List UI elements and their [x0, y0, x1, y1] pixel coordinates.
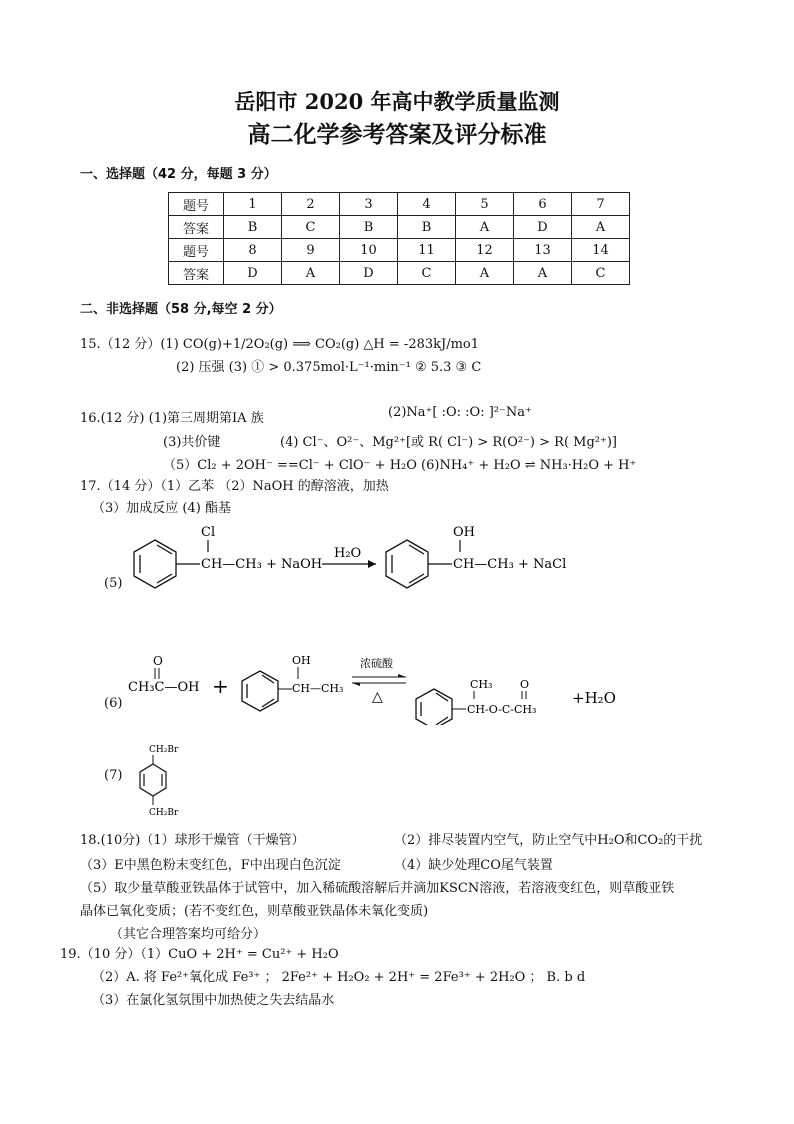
table-cell: 6: [514, 193, 572, 216]
q17-label7: (7): [104, 768, 123, 783]
table-row: [169, 216, 630, 239]
page-title: 岳阳市 2020 年高中教学质量监测: [234, 89, 560, 114]
q18-line1b: （2）排尽装置内空气，防止空气中H₂O和CO₂的干扰: [394, 833, 703, 848]
answer-table: [168, 192, 630, 285]
q15-line2: (2) 压强 (3) ① > 0.375mol·L⁻¹·min⁻¹ ② 5.3 ③ C: [176, 360, 482, 375]
table-cell: 8: [224, 239, 282, 262]
table-cell: A: [282, 262, 340, 285]
eq7-bottom: CH₂Br: [149, 808, 179, 818]
section1-heading: 一、选择题（42 分，每题 3 分）: [80, 167, 277, 182]
table-cell: 9: [282, 239, 340, 262]
table-cell: A: [456, 216, 514, 239]
table-cell: 题号: [169, 239, 224, 262]
table-row: [169, 239, 630, 262]
q17-structure7: [135, 740, 205, 820]
eq6-acid: CH₃C—OH: [128, 680, 200, 695]
table-cell: 答案: [169, 262, 224, 285]
q17-line2: （3）加成反应 (4) 酯基: [92, 501, 231, 516]
table-cell: C: [572, 262, 630, 285]
table-row: [169, 193, 630, 216]
table-cell: D: [340, 262, 398, 285]
table-cell: B: [224, 216, 282, 239]
q16-line1: 16.(12 分) (1)第三周期第ⅠA 族: [80, 411, 264, 426]
benzene-ring-icon: [386, 540, 428, 588]
q19-line3: （3）在氯化氢氛围中加热使之失去结晶水: [92, 993, 335, 1008]
section2-heading: 二、非选择题（58 分,每空 2 分）: [80, 302, 282, 317]
table-cell: D: [514, 216, 572, 239]
eq5-ch: CH—CH₃: [201, 557, 262, 572]
benzene-ring-icon: [140, 764, 166, 796]
eq6-plus: +: [212, 674, 229, 698]
q19-line1: 19.（10 分）（1）CuO + 2H⁺ = Cu²⁺ + H₂O: [60, 947, 339, 962]
table-cell: 12: [456, 239, 514, 262]
table-cell: 2: [282, 193, 340, 216]
q18-line4: 晶体已氧化变质；(若不变红色，则草酸亚铁晶体未氧化变质): [80, 904, 429, 919]
table-cell: 4: [398, 193, 456, 216]
benzene-ring-icon: [242, 671, 278, 711]
q16-line2: (3)共价键: [163, 435, 221, 450]
eq6-ester: CH-O-C-CH₃: [467, 703, 537, 716]
table-cell: 3: [340, 193, 398, 216]
q15-line1: 15.（12 分）(1) CO(g)+1/2O₂(g) ⟹ CO₂(g) △H = -283kJ/mo1: [80, 337, 480, 352]
eq6-ester-o: O: [520, 678, 530, 691]
eq6-water: +H₂O: [572, 689, 616, 707]
q17-label5: (5): [104, 576, 123, 591]
table-cell: 5: [456, 193, 514, 216]
q16-electron-formula: (2)Na⁺[ :O: :O: ]²⁻Na⁺: [388, 405, 532, 420]
table-cell: 10: [340, 239, 398, 262]
eq5-cl: Cl: [201, 525, 216, 540]
table-cell: 题号: [169, 193, 224, 216]
q19-line2: （2）A. 将 Fe²⁺氧化成 Fe³⁺ ； 2Fe²⁺ + H₂O₂ + 2H⁺ = 2Fe³⁺ + 2H₂O ； B. b d: [92, 970, 586, 985]
benzene-ring-icon: [416, 689, 452, 725]
table-cell: A: [514, 262, 572, 285]
table-cell: 7: [572, 193, 630, 216]
eq5-oh: OH: [453, 525, 475, 540]
eq5-ch2: CH—CH₃: [453, 557, 514, 572]
table-cell: 13: [514, 239, 572, 262]
q16-line2b: (4) Cl⁻、O²⁻、Mg²⁺[或 R( Cl⁻) > R(O²⁻) > R( Mg²⁺)]: [280, 435, 618, 450]
q18-line2a: （3）E中黑色粉末变红色，F中出现白色沉淀: [80, 858, 341, 873]
table-cell: D: [224, 262, 282, 285]
eq6-ch3: CH₃: [470, 678, 493, 691]
q17-line1: 17.（14 分）（1）乙苯 （2）NaOH 的醇溶液，加热: [80, 479, 389, 494]
eq6-delta: △: [372, 689, 383, 705]
table-cell: A: [456, 262, 514, 285]
q17-equation5: [120, 522, 600, 602]
q17-equation6: [124, 645, 644, 725]
eq5-plus1: + NaOH: [266, 557, 323, 572]
q17-label6: (6): [104, 696, 123, 711]
eq5-cond: H₂O: [334, 546, 362, 561]
table-cell: C: [398, 262, 456, 285]
table-cell: 1: [224, 193, 282, 216]
table-cell: A: [572, 216, 630, 239]
page-subtitle: 高二化学参考答案及评分标准: [247, 121, 547, 148]
eq7-top: CH₂Br: [149, 745, 179, 755]
eq5-plus2: + NaCl: [518, 557, 567, 572]
table-cell: C: [282, 216, 340, 239]
eq6-ch: CH—CH₃: [292, 682, 344, 695]
q18-line2b: （4）缺少处理CO尾气装置: [394, 858, 553, 873]
benzene-ring-icon: [134, 540, 176, 588]
eq6-acid-o: O: [153, 654, 163, 668]
q18-line3: （5）取少量草酸亚铁晶体于试管中，加入稀硫酸溶解后并滴加KSCN溶液，若溶液变红色，则草酸亚铁: [80, 881, 675, 896]
eq6-cond: 浓硫酸: [360, 657, 393, 670]
table-cell: B: [398, 216, 456, 239]
q18-line1a: 18.(10分)（1）球形干燥管（干燥管）: [80, 833, 305, 848]
q16-line3: （5）Cl₂ + 2OH⁻ ==Cl⁻ + ClO⁻ + H₂O (6)NH₄⁺ + H₂O ⇌ NH₃·H₂O + H⁺: [163, 458, 637, 473]
table-row: [169, 262, 630, 285]
q18-line5: （其它合理答案均可给分）: [110, 927, 267, 942]
table-cell: 答案: [169, 216, 224, 239]
table-cell: 14: [572, 239, 630, 262]
table-cell: B: [340, 216, 398, 239]
table-cell: 11: [398, 239, 456, 262]
eq6-oh: OH: [292, 654, 311, 667]
